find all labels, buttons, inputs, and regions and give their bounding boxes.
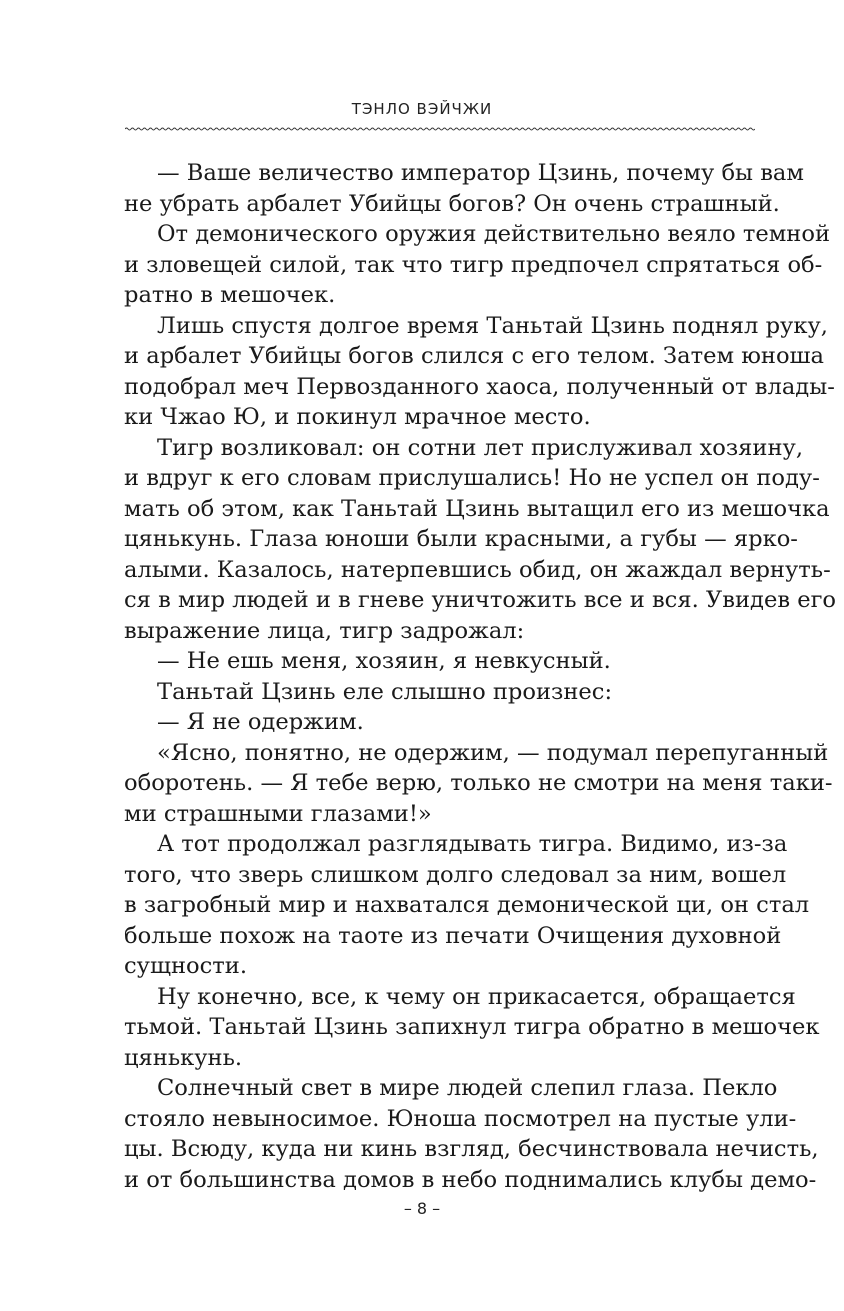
text-line: А тот продолжал разглядывать тигра. Видимо, из-за xyxy=(157,831,788,857)
paragraph xyxy=(124,311,835,433)
text-line: стояло невыносимое. Юноша посмотрел на пустые ули- xyxy=(124,1105,797,1132)
text-line: тьмой. Таньтай Цзинь запихнул тигра обратно в мешочек xyxy=(124,1014,820,1040)
text-line: не убрать арбалет Убийцы богов? Он очень страшный. xyxy=(124,190,780,217)
paragraph xyxy=(124,829,810,982)
paragraph xyxy=(124,433,837,647)
text-line: того, что зверь слишком долго следовал за ним, вошел xyxy=(124,861,787,888)
paragraph xyxy=(124,1073,819,1195)
text-line: алыми. Казалось, натерпевшись обид, он жаждал вернуть- xyxy=(124,556,831,583)
page-number: – 8 – xyxy=(403,1199,441,1218)
text-line: и вдруг к его словам прислушались! Но не успел он поду- xyxy=(124,465,820,491)
text-line: Лишь спустя долгое время Таньтай Цзинь поднял руку, xyxy=(157,312,828,339)
text-line: оборотень. — Я тебе верю, только не смотри на меня таки- xyxy=(124,770,833,796)
text-line: больше похож на таоте из печати Очищения духовной xyxy=(124,922,782,949)
text-line: — Ваше величество император Цзинь, почему бы вам xyxy=(157,160,804,186)
body-text xyxy=(124,158,837,1195)
text-line: ратно в мешочек. xyxy=(124,282,336,308)
text-line: Тигр возликовал: он сотни лет прислуживал хозяину, xyxy=(157,434,803,461)
running-head: ТЭНЛО ВЭЙЧЖИ xyxy=(351,100,493,118)
text-line: «Ясно, понятно, не одержим, — подумал перепуганный xyxy=(157,739,829,766)
text-line: выражение лица, тигр задрожал: xyxy=(124,617,525,644)
text-line: цы. Всюду, куда ни кинь взгляд, бесчинствовала нечисть, xyxy=(124,1136,819,1162)
text-line: и арбалет Убийцы богов слился с его телом. Затем юноша xyxy=(124,343,825,369)
text-line: — Не ешь меня, хозяин, я невкусный. xyxy=(157,648,611,674)
paragraph xyxy=(124,677,756,708)
text-line: Таньтай Цзинь еле слышно произнес: xyxy=(157,678,613,705)
text-line: подобрал меч Первозданного хаоса, полученный от влады- xyxy=(124,373,835,400)
paragraph xyxy=(124,158,804,219)
paragraph xyxy=(124,982,820,1074)
text-line: Ну конечно, все, к чему он прикасается, обращается xyxy=(157,983,796,1010)
text-line: Солнечный свет в мире людей слепил глаза. Пекло xyxy=(157,1075,778,1101)
text-line: в загробный мир и нахватался демонической ци, он стал xyxy=(124,892,810,918)
text-line: цянькунь. xyxy=(124,1044,243,1071)
text-line: — Я не одержим. xyxy=(157,709,364,735)
paragraph xyxy=(124,646,756,677)
text-line: От демонического оружия действительно веяло темной xyxy=(157,221,831,247)
text-line: ми страшными глазами!» xyxy=(124,800,432,827)
text-line: сущности. xyxy=(124,953,248,979)
text-line: и зловещей силой, так что тигр предпочел спрятаться об- xyxy=(124,251,823,278)
text-line: цянькунь. Глаза юноши были красными, а губы — ярко- xyxy=(124,526,798,552)
text-line: ки Чжао Ю, и покинул мрачное место. xyxy=(124,404,591,430)
text-line: и от большинства домов в небо поднимались клубы демо- xyxy=(124,1166,817,1193)
text-line: мать об этом, как Таньтай Цзинь вытащил его из мешочка xyxy=(124,495,830,522)
text-line: ся в мир людей и в гневе уничтожить все и вся. Увидев его xyxy=(124,587,837,613)
paragraph xyxy=(124,219,831,311)
wavy-rule-divider xyxy=(125,125,755,133)
paragraph xyxy=(124,707,756,738)
paragraph xyxy=(124,738,833,830)
